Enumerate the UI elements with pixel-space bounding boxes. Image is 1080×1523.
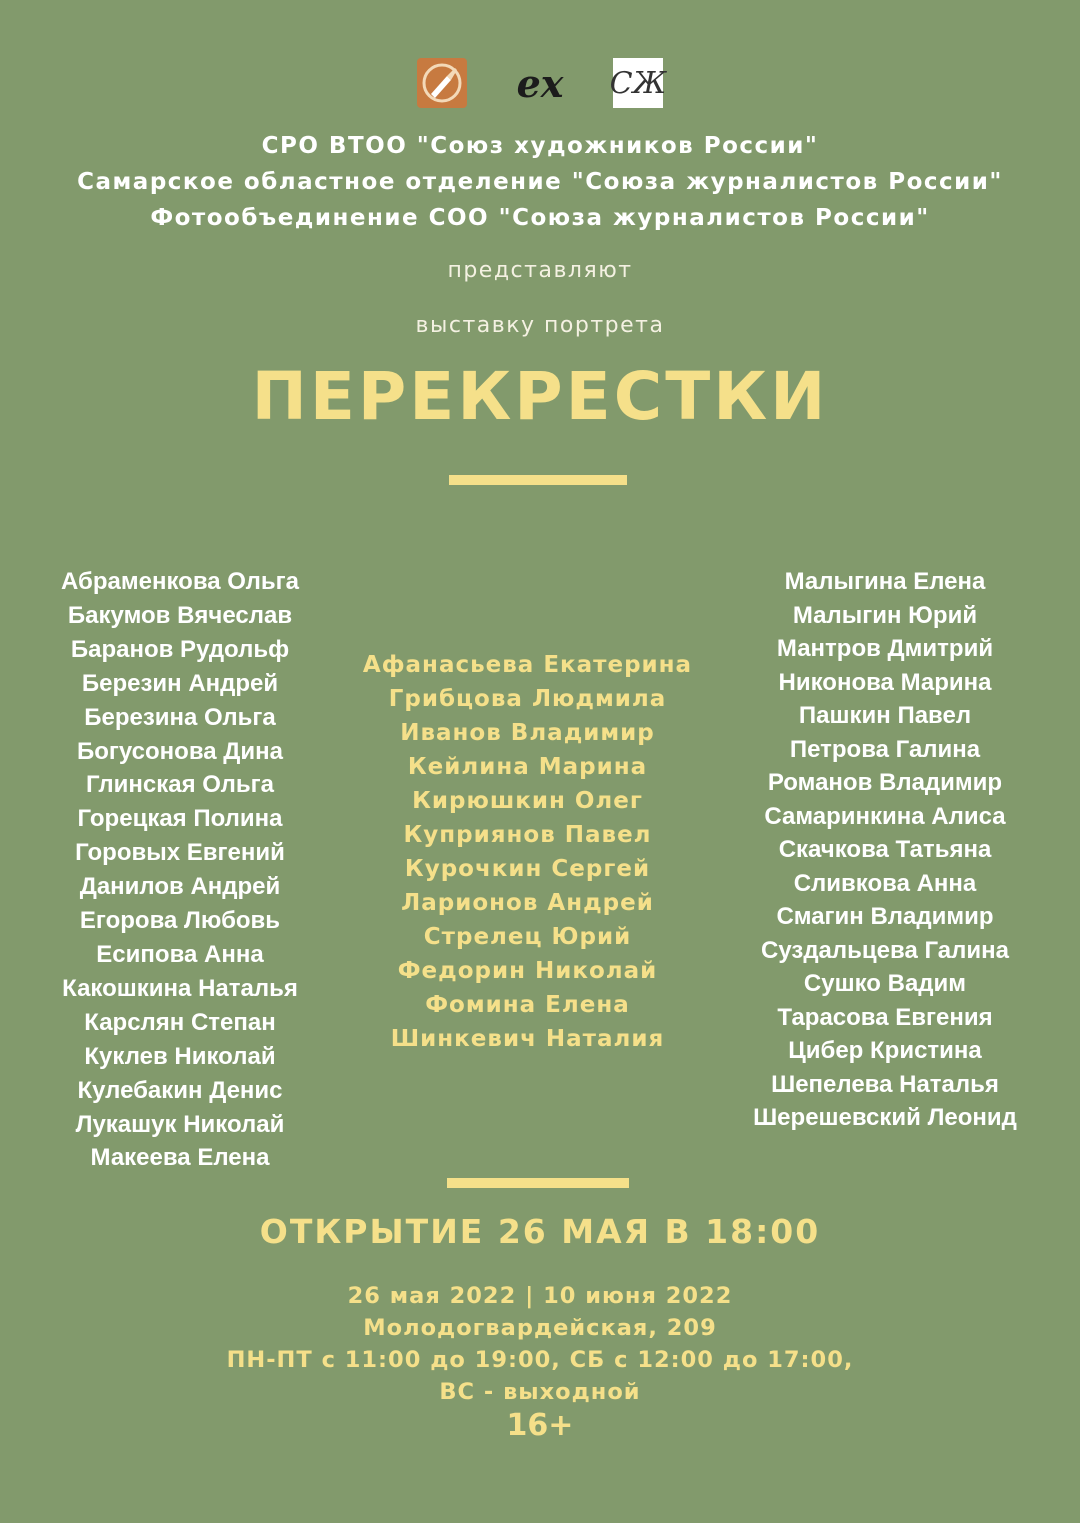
- participant-name: Романов Владимир: [767, 769, 1003, 796]
- participant-name: Суздальцева Галина: [761, 936, 1009, 964]
- participant-name: Шинкевич Наталия: [390, 1026, 665, 1052]
- exhibition-info: [0, 1280, 1080, 1408]
- participant-name: Иванов Владимир: [400, 720, 655, 746]
- participant-name: Цибер Кристина: [788, 1037, 982, 1064]
- exhibition-title: ПЕРЕКРЕСТКИ: [251, 358, 829, 435]
- participant-name: Малыгина Елена: [784, 568, 986, 595]
- participant-name: Березин Андрей: [81, 669, 279, 697]
- brush-pen-icon: [417, 58, 467, 108]
- organizer-line: Фотообъединение СОО "Союза журналистов России": [150, 205, 930, 231]
- exhibit-text: выставку портрета: [415, 313, 665, 338]
- participant-name: Горовых Евгений: [75, 839, 285, 867]
- divider-bottom: [447, 1178, 629, 1188]
- participant-name: Смагин Владимир: [776, 903, 994, 930]
- participant-name: Глинская Ольга: [86, 771, 274, 799]
- participants-left: [30, 565, 330, 1175]
- participant-name: Карслян Степан: [84, 1008, 276, 1036]
- journalists-union-logo: СЖ: [613, 58, 663, 108]
- opening-date: ОТКРЫТИЕ 26 МАЯ В 18:00: [259, 1212, 821, 1251]
- participant-name: Сушко Вадим: [803, 970, 967, 997]
- exhibition-address: Молодогвардейская, 209: [363, 1315, 717, 1341]
- participant-name: Данилов Андрей: [79, 873, 281, 901]
- participant-name: Березина Ольга: [84, 703, 276, 731]
- participant-name: Афанасьева Екатерина: [362, 652, 693, 678]
- participant-name: Фомина Елена: [425, 992, 630, 1018]
- organizers: [0, 128, 1080, 236]
- participant-name: Шепелева Наталья: [771, 1070, 999, 1098]
- logo-row: [0, 58, 1080, 108]
- participant-name: Мантров Дмитрий: [776, 635, 994, 662]
- organizer-line: Самарское областное отделение "Союза журналистов России": [77, 169, 1003, 195]
- participant-name: Грибцова Людмила: [388, 686, 667, 712]
- participant-name: Петрова Галина: [789, 735, 981, 763]
- ex-logo: ex: [516, 60, 564, 106]
- organizer-line: СРО ВТОО "Союз художников России": [261, 133, 819, 159]
- day-off: ВС - выходной: [439, 1379, 641, 1405]
- participant-name: Кулебакин Денис: [77, 1076, 283, 1104]
- participant-name: Ларионов Андрей: [401, 890, 654, 916]
- participants-right: [725, 565, 1045, 1135]
- participant-name: Баранов Рудольф: [70, 635, 290, 663]
- exhibition-dates: 26 мая 2022 | 10 июня 2022: [347, 1283, 733, 1309]
- participants-middle: [340, 648, 715, 1056]
- participant-name: Лукашук Николай: [75, 1110, 285, 1138]
- participant-name: Есипова Анна: [96, 940, 264, 968]
- participant-name: Федорин Николай: [397, 958, 658, 984]
- participant-name: Скачкова Татьяна: [778, 836, 992, 863]
- divider-top: [449, 475, 627, 485]
- participant-name: Егорова Любовь: [79, 907, 281, 935]
- participant-name: Богусонова Дина: [77, 737, 283, 765]
- participant-name: Курочкин Сергей: [404, 856, 651, 882]
- participant-name: Шерешевский Леонид: [753, 1104, 1017, 1131]
- participant-name: Какошкина Наталья: [62, 974, 298, 1002]
- participant-name: Бакумов Вячеслав: [67, 601, 293, 629]
- present-text: представляют: [447, 258, 633, 283]
- participant-name: Сливкова Анна: [793, 869, 977, 897]
- participant-name: Кирюшкин Олег: [412, 788, 643, 814]
- participant-name: Горецкая Полина: [77, 805, 283, 833]
- participant-name: Абраменкова Ольга: [61, 568, 299, 595]
- participant-name: Стрелец Юрий: [423, 924, 632, 950]
- participant-name: Тарасова Евгения: [777, 1003, 993, 1031]
- age-rating: 16+: [506, 1408, 574, 1443]
- participant-name: Никонова Марина: [778, 668, 992, 696]
- participant-name: Куклев Николай: [84, 1042, 276, 1070]
- opening-hours: ПН-ПТ с 11:00 до 19:00, СБ с 12:00 до 17:00,: [226, 1347, 854, 1373]
- participant-name: Макеева Елена: [90, 1144, 270, 1172]
- participant-name: Малыгин Юрий: [792, 601, 978, 629]
- participant-name: Куприянов Павел: [403, 822, 652, 848]
- participant-name: Пашкин Павел: [798, 702, 972, 729]
- participant-name: Кейлина Марина: [407, 754, 648, 780]
- participant-name: Самаринкина Алиса: [764, 802, 1006, 830]
